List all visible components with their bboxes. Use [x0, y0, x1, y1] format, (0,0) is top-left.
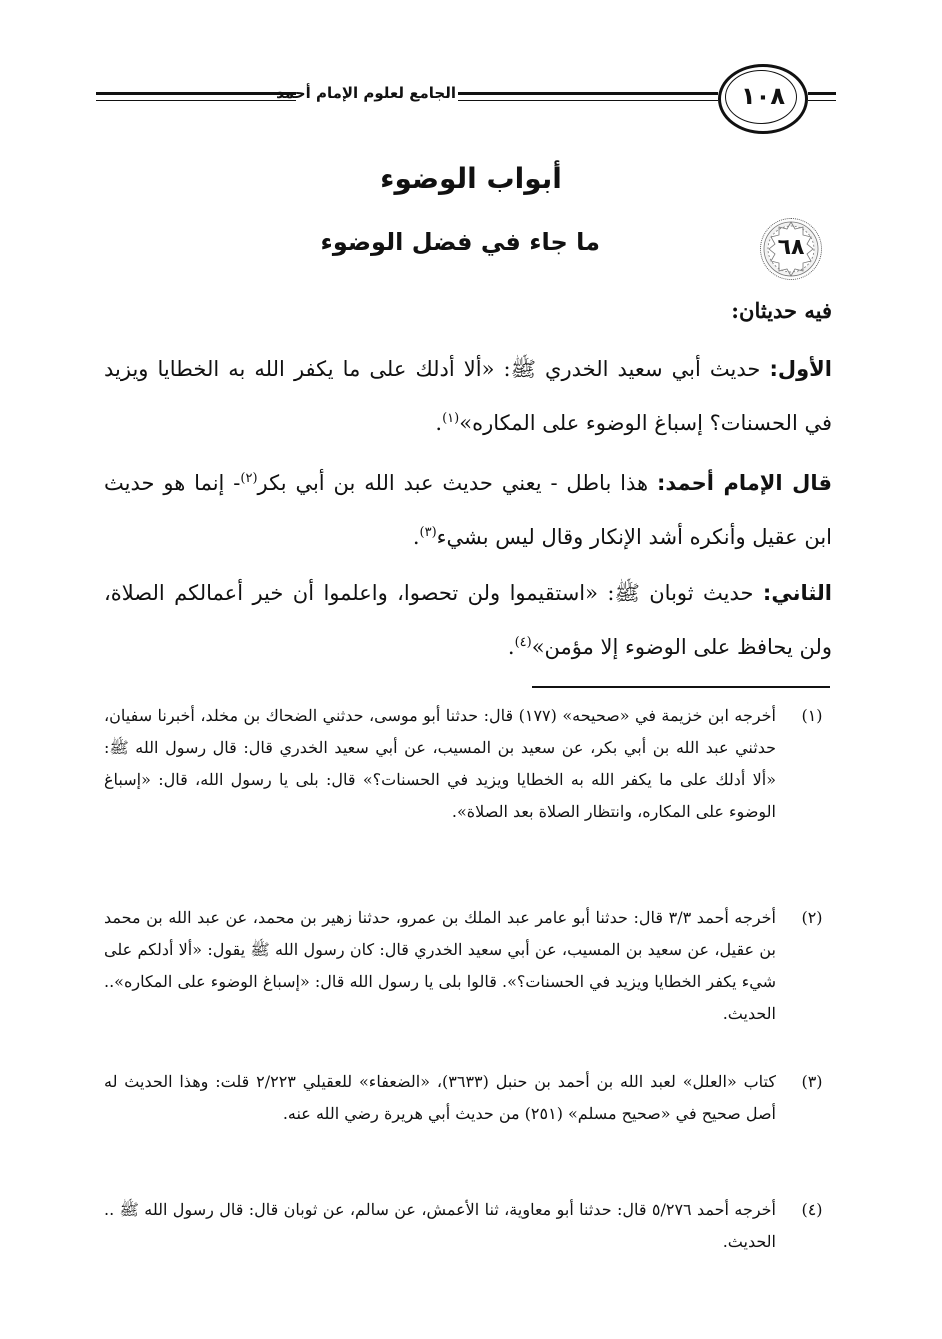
paragraph-second-hadith: الثاني: حديث ثوبان ﷺ: «استقيموا ولن تحصوا، واعلموا أن خير أعمالكم الصلاة، ولن يحافظ على الوضوء إلا مؤمن»$^{(٤)}$.	[104, 581, 832, 659]
paragraph-first-hadith: الأول: حديث أبي سعيد الخدري ﷺ: «ألا أدلك على ما يكفر الله به الخطايا ويزيد في الحسنات؟ إسباغ الوضوء على المكاره»$^{(١)}$.	[104, 357, 832, 435]
footnote-number: (٣)	[801, 1072, 823, 1091]
page-number-frame	[718, 64, 806, 132]
paragraph-lead: الثاني:	[762, 581, 832, 605]
footnote-ref[interactable]: (٣)	[419, 525, 437, 540]
section-number-medallion	[760, 218, 822, 280]
paragraph-lead: قال الإمام أحمد:	[657, 471, 832, 495]
section-heading	[300, 218, 832, 278]
footnote-text: أخرجه أحمد ٥/٢٧٦ قال: حدثنا أبو معاوية، ثنا الأعمش، عن سالم، عن ثوبان قال: قال رسول الله ﷺ .. الحديث.	[104, 1200, 776, 1251]
footnote-item	[104, 902, 832, 1064]
footnote-number: (٤)	[801, 1200, 823, 1219]
footnote-number: (٢)	[801, 908, 823, 927]
header-rule-right-thin	[808, 100, 836, 101]
footnote-text: كتاب «العلل» لعبد الله بن أحمد بن حنبل (٣٦٣٣)، «الضعفاء» للعقيلي ٢/٢٢٣ قلت: وهذا الحديث له أصل صحيح في «صحيح مسلم» (٢٥١) من حديث أبي هريرة رضي الله عنه.	[104, 1072, 777, 1123]
footnote-text: أخرجه أحمد ٣/٣ قال: حدثنا أبو عامر عبد الملك بن عمرو، حدثنا زهير بن محمد، عن عبد الله بن محمد بن عقيل، عن سعيد بن المسيب، عن أبي سعيد الخدري قال: كان رسول الله ﷺ يقول: «ألا أدلكم على شيء يكفر الخطايا ويزيد في الحسنات؟». قالوا بلى يا رسول الله قال: «إسباغ الوضوء على المكاره».. الحديث.	[104, 908, 777, 1023]
section-number: ٦٨	[777, 235, 805, 260]
header-rule-right	[808, 92, 836, 95]
intro-line: فيه حديثان:	[731, 298, 832, 323]
header-rule-middle-thin	[458, 100, 718, 101]
paragraph-text: حديث أبي سعيد الخدري ﷺ: «ألا أدلك على ما يكفر الله به الخطايا ويزيد في الحسنات؟ إسباغ الوضوء على المكاره»	[104, 357, 832, 435]
paragraph-lead: الأول:	[769, 357, 832, 381]
chapter-title: أبواب الوضوء	[380, 162, 562, 195]
footnote-ref[interactable]: (١)	[442, 411, 460, 426]
page-number: ١٠٨	[741, 82, 785, 110]
footnote-text: أخرجه ابن خزيمة في «صحيحه» (١٧٧) قال: حدثنا أبو موسى، حدثني الضحاك بن مخلد، أخبرنا سفيان، حدثني عبد الله بن أبي بكر، عن سعيد بن المسيب، عن أبي سعيد الخدري قال: قال رسول الله ﷺ: «ألا أدلك على ما يكفر الله به الخطايا ويزيد في الحسنات؟» قال: بلى يا رسول الله، قال: «إسباغ الوضوء على المكاره، وانتظار الصلاة بعد الصلاة».	[104, 706, 777, 821]
footnote-ref[interactable]: (٢)	[240, 471, 258, 486]
paragraph-text: هذا باطل - يعني حديث عبد الله بن أبي بكر	[257, 471, 658, 495]
footnote-number: (١)	[801, 706, 823, 725]
page-header	[96, 60, 836, 136]
footnote-ref[interactable]: (٤)	[514, 635, 532, 650]
footnote-item	[104, 1194, 832, 1264]
footnotes	[104, 700, 832, 1266]
footnote-item	[104, 700, 832, 900]
section-title: ما جاء في فضل الوضوء	[320, 228, 600, 256]
footnote-item	[104, 1066, 832, 1192]
header-rule-left	[96, 92, 296, 95]
paragraph-imam-ahmad: قال الإمام أحمد: هذا باطل - يعني حديث عبد الله بن أبي بكر$^{(٢)}$- إنما هو حديث ابن عقيل وأنكره أشد الإنكار وقال ليس بشيء$^{(٣)}$.	[104, 471, 832, 549]
running-title: الجامع لعلوم الإمام أحمد	[276, 84, 456, 102]
header-rule-middle	[458, 92, 718, 95]
footnote-separator	[532, 686, 830, 688]
paragraph-text: حديث ثوبان ﷺ: «استقيموا ولن تحصوا، واعلموا أن خير أعمالكم الصلاة، ولن يحافظ على الوضوء إلا مؤمن»	[104, 581, 832, 659]
header-rule-left-thin	[96, 100, 296, 101]
